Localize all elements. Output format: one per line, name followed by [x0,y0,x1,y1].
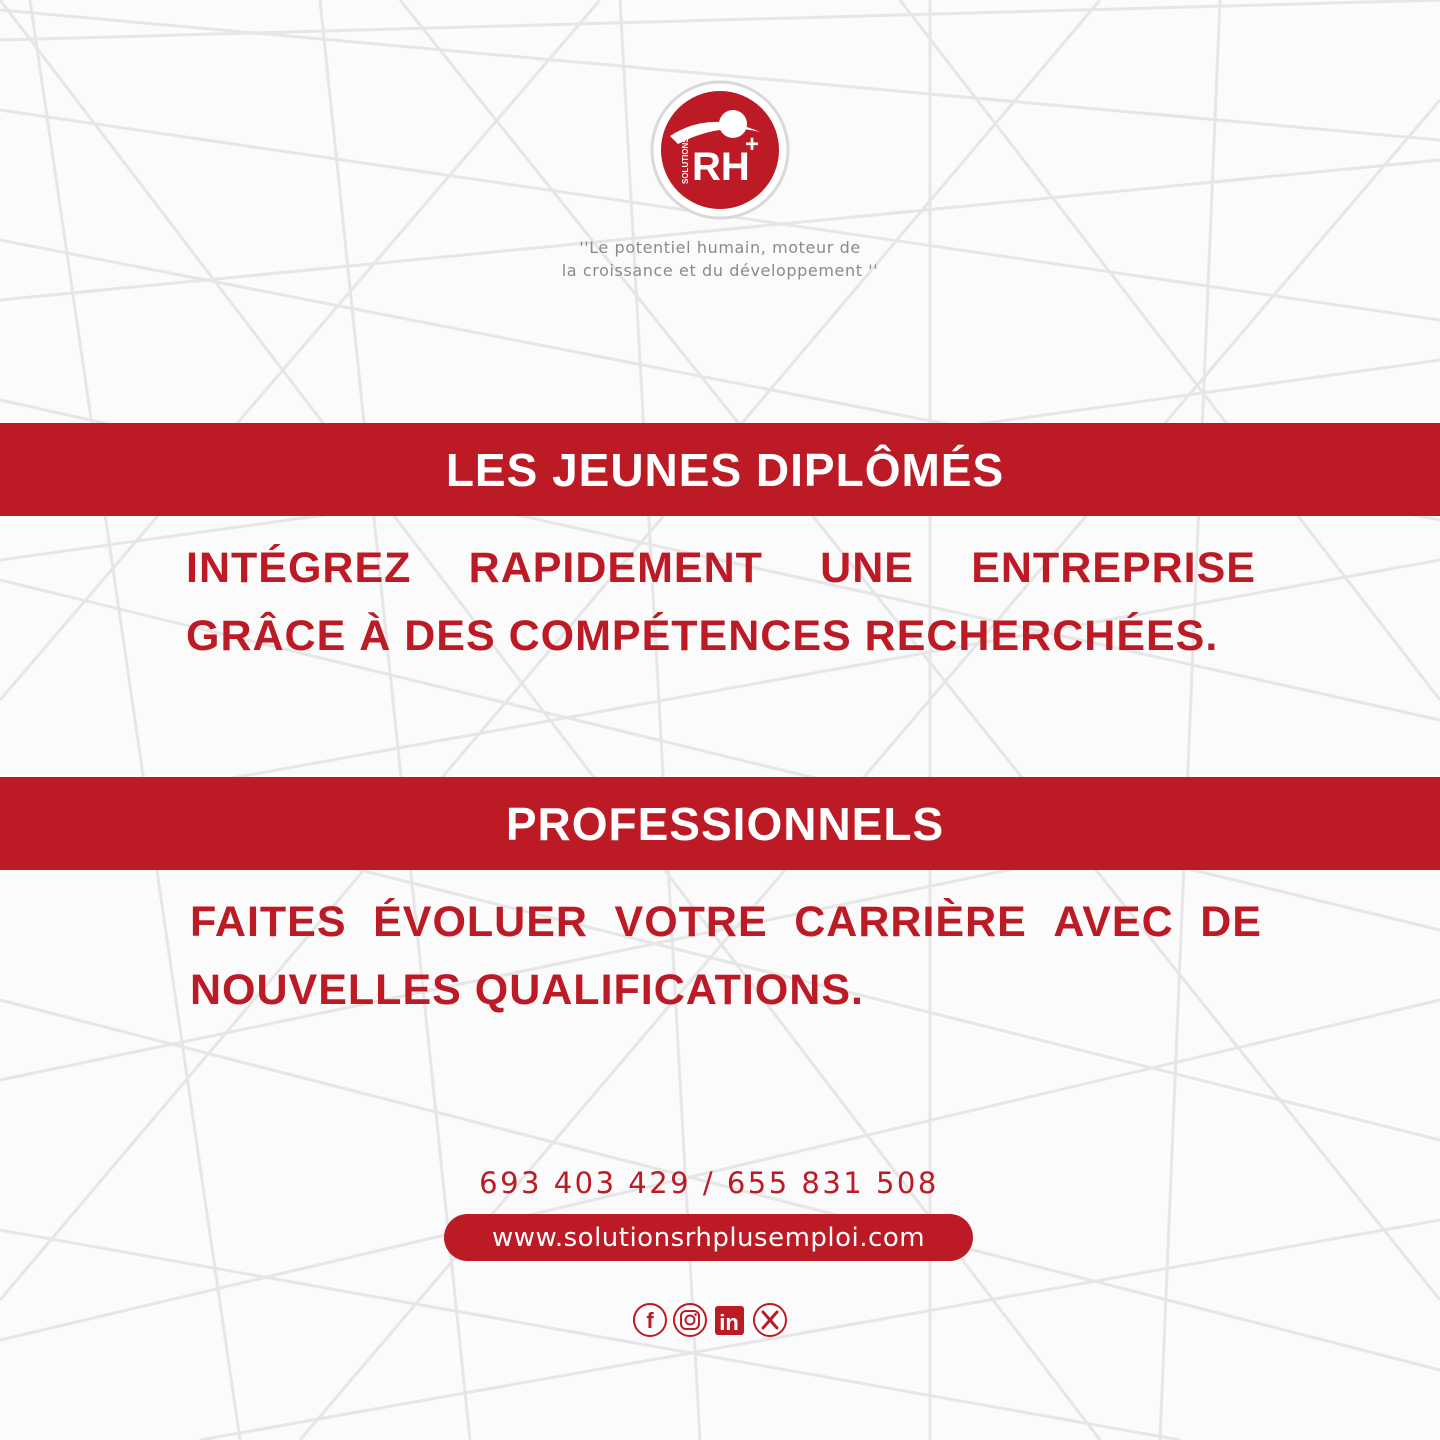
phone-numbers: 693 403 429 / 655 831 508 [479,1166,939,1200]
svg-text:in: in [719,1310,739,1335]
text-line [190,956,1262,1024]
word: DE [1200,898,1262,946]
word: FAITES [190,898,347,946]
tagline [420,236,1020,282]
section-title-jeunes-diplomes: LES JEUNES DIPLÔMÉS [445,443,1005,496]
website-link[interactable] [444,1214,973,1261]
word: AVEC [1053,898,1174,946]
svg-text:SOLUTIONS: SOLUTIONS [681,137,690,184]
text-line-content: NOUVELLES QUALIFICATIONS. [190,966,864,1014]
facebook-icon[interactable] [632,1302,668,1338]
tagline-line-2: la croissance et du développement '' [561,261,879,280]
svg-text:RH: RH [692,145,750,189]
word: ENTREPRISE [971,544,1256,592]
word: CARRIÈRE [794,898,1027,946]
svg-text:f: f [646,1308,654,1333]
word: ÉVOLUER [373,898,588,946]
social-icons [632,1302,788,1338]
word: RAPIDEMENT [468,544,763,592]
section-text-jeunes-diplomes [186,534,1256,670]
text-line-content: GRÂCE À DES COMPÉTENCES RECHERCHÉES. [186,612,1219,660]
word: VOTRE [614,898,768,946]
website-url: www.solutionsrhplusemploi.com [491,1222,926,1253]
text-line [186,602,1256,670]
x-icon[interactable] [752,1302,788,1338]
word: UNE [820,544,914,592]
section-banner-professionnels [0,777,1440,870]
svg-text:+: + [745,131,760,158]
section-title-professionnels: PROFESSIONNELS [505,797,945,850]
instagram-icon[interactable] [672,1302,708,1338]
tagline-line-1: ''Le potentiel humain, moteur de [579,238,861,257]
section-banner-jeunes-diplomes [0,423,1440,516]
text-line [186,534,1256,602]
text-line [190,888,1262,956]
section-text-professionnels [190,888,1262,1024]
word: INTÉGREZ [186,544,412,592]
linkedin-icon[interactable] [712,1302,748,1338]
solutions-rh-plus-logo [650,80,790,220]
